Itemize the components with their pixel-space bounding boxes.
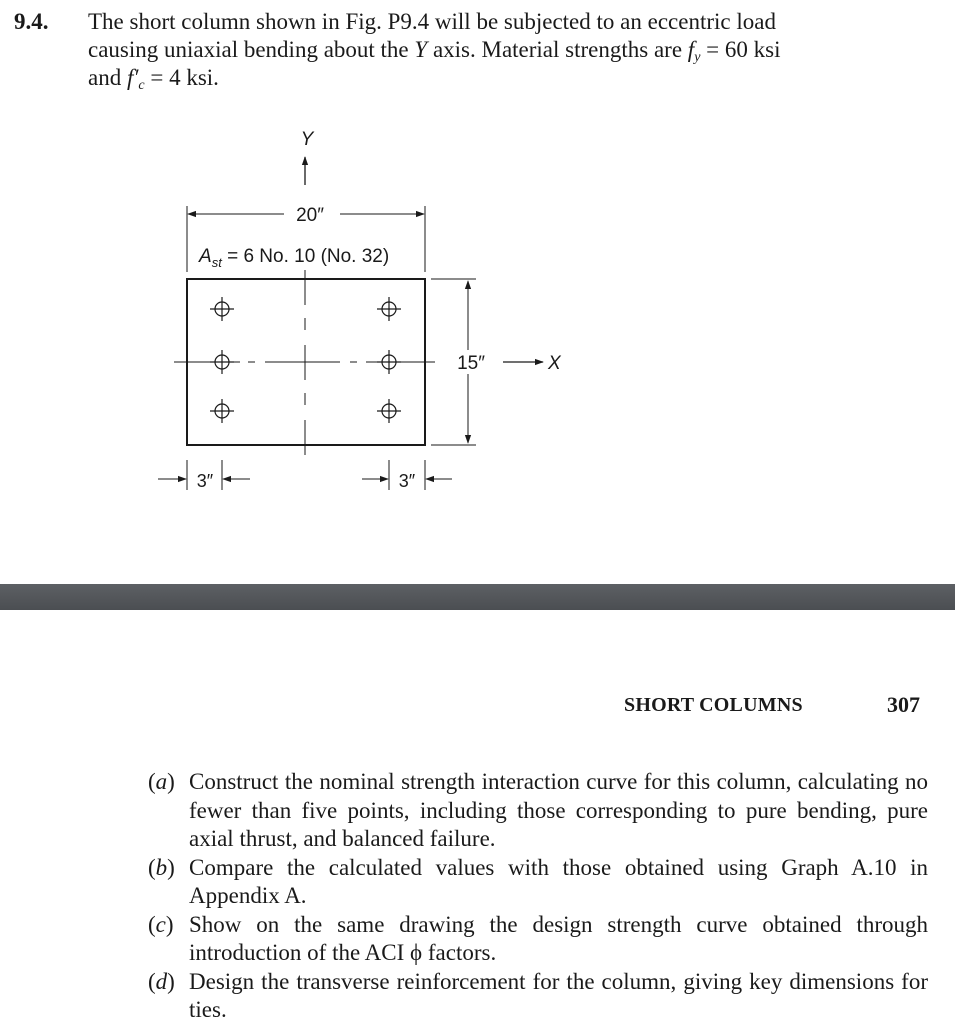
right-cover-label: 3″ <box>398 471 416 491</box>
problem-line-1: The short column shown in Fig. P9.4 will be subjected to an eccentric load <box>88 9 776 34</box>
rebar <box>377 350 401 374</box>
task-item-a <box>148 768 928 854</box>
problem-number: 9.4. <box>14 9 49 34</box>
page-number: 307 <box>887 692 920 717</box>
rebar <box>377 297 401 321</box>
task-item-c <box>148 911 928 968</box>
task-list <box>148 768 928 1025</box>
task-marker: (d) <box>148 968 175 994</box>
rebar <box>210 297 234 321</box>
rebar <box>210 350 234 374</box>
running-head: SHORT COLUMNS <box>624 694 803 716</box>
fy-value: = 60 ksi <box>700 37 781 62</box>
y-axis-label: Y <box>300 129 314 150</box>
fy-symbol: f <box>687 37 695 62</box>
rebar <box>210 399 234 423</box>
problem-line-3: and $f'_c = 4$ ksi. <box>88 65 219 93</box>
fc-subscript: c <box>138 78 145 93</box>
fy-subscript: y <box>694 50 701 65</box>
fc-value: = 4 ksi. <box>144 65 219 90</box>
task-text: Design the transverse reinforcement for the column, giving key dimensions for ties. <box>189 968 928 1022</box>
axis-variable: Y <box>414 37 428 62</box>
x-axis-label: X <box>548 353 561 374</box>
task-text: Construct the nominal strength interaction curve for this column, calculating no fewer than five points, including those corresponding to pure bending, pure axial thrust, and balanced failure. <box>189 769 928 851</box>
problem-line-2: causing uniaxial bending about the Y axis. Material strengths are $f_y = 60$ ksi <box>88 37 781 65</box>
width-dimension-label: 20″ <box>296 205 324 226</box>
task-item-d <box>148 968 928 1025</box>
left-cover-label: 3″ <box>196 471 214 491</box>
rebar <box>377 399 401 423</box>
task-marker: (c) <box>148 911 174 937</box>
task-item-b <box>148 854 928 911</box>
task-marker: (a) <box>148 769 175 794</box>
task-marker: (b) <box>148 854 175 880</box>
task-text: Show on the same drawing the design strength curve obtained through introduction of the ACI ϕ factors. <box>189 911 928 965</box>
steel-area-label: $A_{st} = 6$ No. 10 (No. 32) <box>199 246 390 270</box>
fc-symbol: f′ <box>126 65 139 90</box>
page-divider <box>0 584 955 610</box>
task-text: Compare the calculated values with those obtained using Graph A.10 in Appendix A. <box>189 854 928 908</box>
height-dimension-label: 15″ <box>457 353 485 374</box>
